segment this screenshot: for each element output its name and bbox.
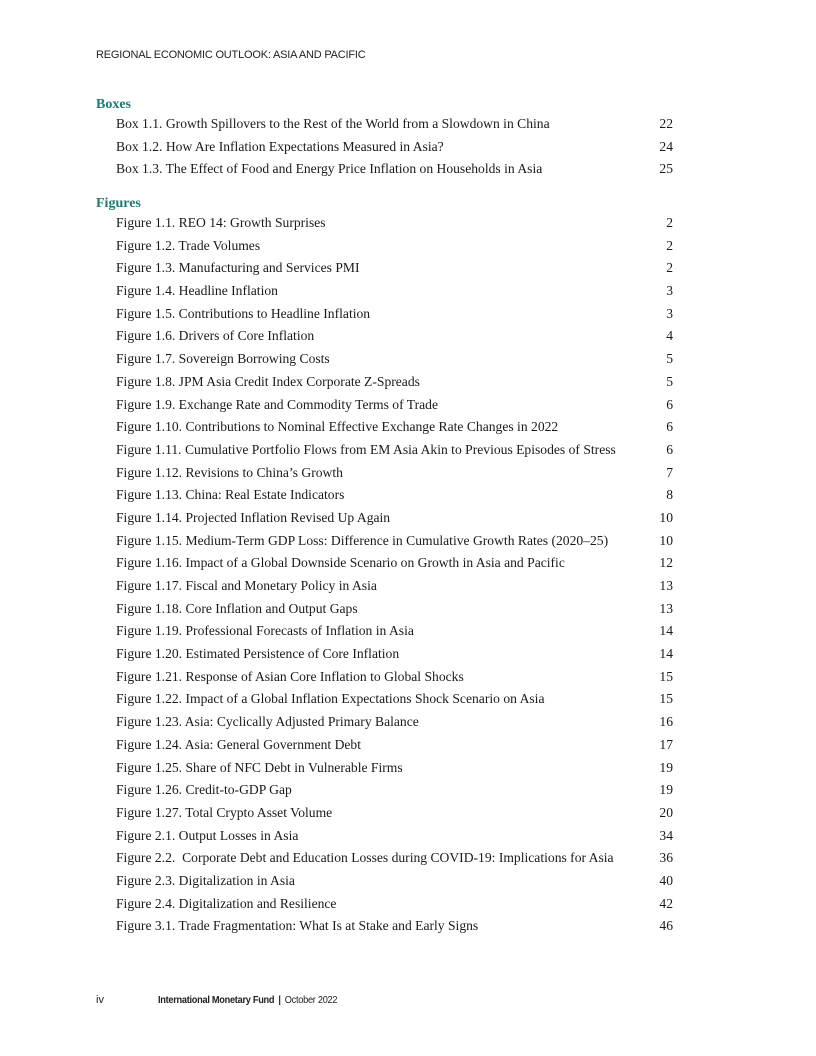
toc-entry-page: 40: [659, 872, 673, 888]
toc-entry-page: 4: [666, 328, 673, 344]
toc-entry-title: Figure 1.3. Manufacturing and Services PMI: [116, 260, 360, 276]
toc-entry-page: 10: [659, 532, 673, 548]
figures-list: [116, 215, 673, 941]
toc-entry-title: Figure 1.23. Asia: Cyclically Adjusted Primary Balance: [116, 714, 419, 730]
toc-entry-title: Figure 1.5. Contributions to Headline Inflation: [116, 305, 371, 321]
toc-entry-title: Figure 2.3. Digitalization in Asia: [116, 872, 295, 888]
toc-entry-title: Figure 1.1. REO 14: Growth Surprises: [116, 215, 326, 230]
toc-entry-page: 2: [666, 237, 673, 253]
toc-entry[interactable]: [116, 828, 673, 851]
toc-entry[interactable]: [116, 161, 673, 184]
toc-entry-title: Figure 1.13. China: Real Estate Indicators: [116, 487, 345, 503]
toc-entry-page: 24: [659, 138, 673, 154]
toc-entry-page: 16: [659, 714, 673, 730]
toc-entry[interactable]: [116, 351, 673, 374]
toc-entry-title: Figure 1.24. Asia: General Government Debt: [116, 736, 362, 752]
toc-entry-page: 22: [659, 116, 673, 131]
toc-entry-page: 2: [666, 215, 673, 230]
toc-entry[interactable]: [116, 918, 673, 941]
toc-entry-page: 7: [666, 464, 673, 480]
toc-entry-title: Figure 1.6. Drivers of Core Inflation: [116, 328, 315, 344]
toc-entry[interactable]: [116, 533, 673, 556]
toc-entry-page: 5: [666, 351, 673, 367]
toc-entry-title: Figure 1.11. Cumulative Portfolio Flows from EM Asia Akin to Previous Episodes of Stress: [116, 441, 616, 457]
toc-entry-page: 36: [659, 850, 673, 866]
toc-entry-title: Figure 1.22. Impact of a Global Inflation Expectations Shock Scenario on Asia: [116, 691, 545, 707]
toc-entry-title: Figure 3.1. Trade Fragmentation: What Is at Stake and Early Signs: [116, 918, 479, 934]
running-header: REGIONAL ECONOMIC OUTLOOK: ASIA AND PACIFIC: [96, 49, 366, 61]
toc-entry[interactable]: [116, 601, 673, 624]
toc-entry-page: 14: [659, 646, 673, 662]
toc-entry-page: 42: [659, 895, 673, 911]
toc-entry[interactable]: [116, 760, 673, 783]
toc-entry-page: 13: [659, 600, 673, 616]
toc-entry-page: 6: [666, 396, 673, 412]
toc-entry[interactable]: [116, 215, 673, 238]
toc-entry[interactable]: [116, 306, 673, 329]
toc-entry[interactable]: [116, 465, 673, 488]
toc-entry-page: 6: [666, 441, 673, 457]
toc-entry[interactable]: [116, 283, 673, 306]
toc-entry-title: Figure 2.1. Output Losses in Asia: [116, 827, 299, 843]
toc-entry[interactable]: [116, 116, 673, 139]
toc-entry[interactable]: [116, 623, 673, 646]
toc-entry[interactable]: [116, 737, 673, 760]
toc-entry[interactable]: [116, 442, 673, 465]
toc-entry-page: 25: [659, 161, 673, 177]
toc-entry-title: Box 1.3. The Effect of Food and Energy Price Inflation on Households in Asia: [116, 161, 543, 177]
toc-entry-page: 8: [666, 487, 673, 503]
toc-entry-title: Figure 1.27. Total Crypto Asset Volume: [116, 804, 333, 820]
toc-entry-page: 3: [666, 305, 673, 321]
toc-entry-page: 3: [666, 283, 673, 299]
footer-separator: |: [278, 995, 281, 1006]
toc-entry-page: 34: [659, 827, 673, 843]
page-number: iv: [96, 994, 104, 1006]
toc-entry-page: 46: [659, 918, 673, 934]
toc-entry-title: Figure 1.26. Credit-to-GDP Gap: [116, 782, 292, 798]
toc-entry-page: 17: [659, 736, 673, 752]
toc-entry-page: 10: [659, 509, 673, 525]
toc-entry-title: Figure 1.25. Share of NFC Debt in Vulnerable Firms: [116, 759, 403, 775]
toc-entry[interactable]: [116, 139, 673, 162]
toc-entry[interactable]: [116, 646, 673, 669]
publication-date: October 2022: [284, 995, 338, 1006]
toc-entry[interactable]: [116, 397, 673, 420]
toc-entry-title: Figure 2.4. Digitalization and Resilience: [116, 895, 337, 911]
toc-entry-title: Figure 1.4. Headline Inflation: [116, 283, 278, 299]
toc-entry-page: 14: [659, 623, 673, 639]
publisher-name: International Monetary Fund: [158, 995, 275, 1006]
page-footer: [96, 994, 696, 1006]
toc-entry[interactable]: [116, 691, 673, 714]
toc-entry-page: 20: [659, 804, 673, 820]
toc-entry[interactable]: [116, 805, 673, 828]
toc-entry[interactable]: [116, 896, 673, 919]
toc-entry-title: Figure 1.15. Medium-Term GDP Loss: Difference in Cumulative Growth Rates (2020–25): [116, 532, 609, 548]
toc-entry[interactable]: [116, 555, 673, 578]
toc-entry-title: Figure 2.2. Corporate Debt and Education Losses during COVID-19: Implications for Asia: [116, 850, 614, 866]
toc-entry[interactable]: [116, 487, 673, 510]
toc-entry-page: 2: [666, 260, 673, 276]
toc-entry[interactable]: [116, 510, 673, 533]
toc-entry-title: Figure 1.2. Trade Volumes: [116, 237, 261, 253]
toc-entry-title: Figure 1.9. Exchange Rate and Commodity Terms of Trade: [116, 396, 438, 412]
toc-entry-page: 13: [659, 578, 673, 593]
toc-entry-title: Figure 1.8. JPM Asia Credit Index Corporate Z-Spreads: [116, 373, 420, 389]
toc-entry-title: Box 1.2. How Are Inflation Expectations Measured in Asia?: [116, 138, 444, 154]
toc-entry-page: 6: [666, 419, 673, 435]
toc-entry-page: 12: [659, 555, 673, 571]
toc-entry-title: Figure 1.14. Projected Inflation Revised Up Again: [116, 509, 391, 525]
toc-entry-title: Figure 1.7. Sovereign Borrowing Costs: [116, 351, 330, 367]
toc-entry[interactable]: [116, 260, 673, 283]
toc-entry[interactable]: [116, 850, 673, 873]
toc-entry[interactable]: [116, 238, 673, 261]
toc-entry-title: Figure 1.18. Core Inflation and Output Gaps: [116, 600, 358, 616]
toc-entry-page: 15: [659, 668, 673, 684]
toc-entry-title: Figure 1.17. Fiscal and Monetary Policy in Asia: [116, 578, 377, 593]
toc-entry-title: Figure 1.21. Response of Asian Core Inflation to Global Shocks: [116, 668, 464, 684]
toc-entry-page: 19: [659, 759, 673, 775]
toc-entry-page: 19: [659, 782, 673, 798]
toc-entry[interactable]: [116, 714, 673, 737]
toc-entry[interactable]: [116, 782, 673, 805]
toc-entry-page: 15: [659, 691, 673, 707]
toc-entry-title: Figure 1.10. Contributions to Nominal Effective Exchange Rate Changes in 2022: [116, 419, 559, 435]
toc-entry-page: 5: [666, 373, 673, 389]
toc-entry-title: Figure 1.20. Estimated Persistence of Core Inflation: [116, 646, 400, 662]
toc-entry-title: Figure 1.12. Revisions to China’s Growth: [116, 464, 343, 480]
toc-entry[interactable]: [116, 873, 673, 896]
boxes-heading: Boxes: [96, 97, 131, 112]
toc-entry[interactable]: [116, 669, 673, 692]
boxes-list: [116, 116, 673, 184]
toc-entry-title: Figure 1.16. Impact of a Global Downside Scenario on Growth in Asia and Pacific: [116, 555, 565, 571]
toc-entry-title: Figure 1.19. Professional Forecasts of Inflation in Asia: [116, 623, 414, 639]
toc-entry-title: Box 1.1. Growth Spillovers to the Rest of the World from a Slowdown in China: [116, 116, 550, 131]
figures-heading: Figures: [96, 196, 141, 211]
toc-entry[interactable]: [116, 374, 673, 397]
toc-entry[interactable]: [116, 419, 673, 442]
toc-entry[interactable]: [116, 578, 673, 601]
toc-entry[interactable]: [116, 328, 673, 351]
